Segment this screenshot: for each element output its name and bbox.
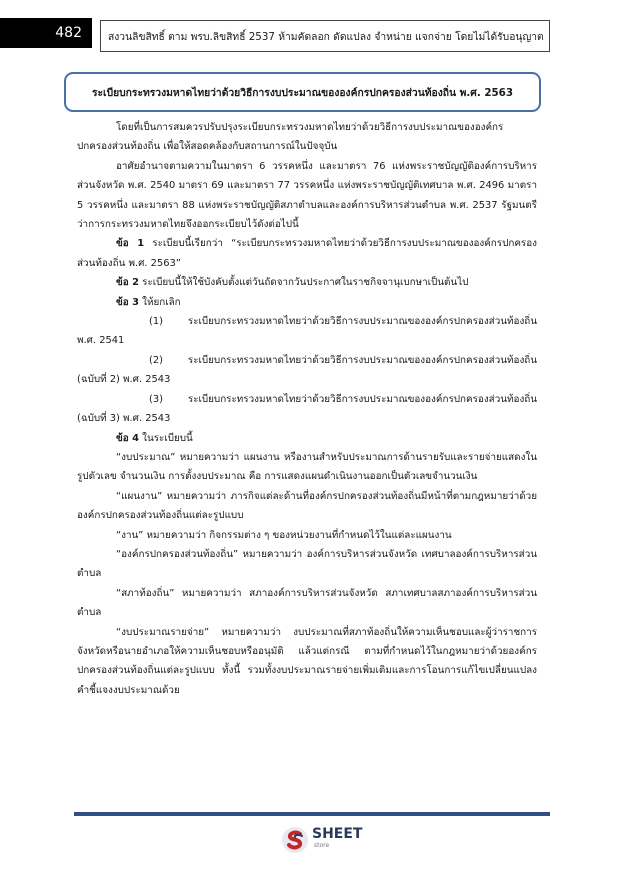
clause-3-item-3: (3) ระเบียบกระทรวงมหาดไทยว่าด้วยวิธีการงบประมาณขององค์กรปกครองส่วนท้องถิ่น (ฉบับที่ 3) พ.ศ. 2543 xyxy=(77,393,537,425)
document-title: ระเบียบกระทรวงมหาดไทยว่าด้วยวิธีการงบประมาณขององค์กรปกครองส่วนท้องถิ่น พ.ศ. 2563 xyxy=(64,72,541,112)
definition-expenditure-budget: “งบประมาณรายจ่าย” หมายความว่า งบประมาณที่สภาท้องถิ่นให้ความเห็นชอบและผู้ว่าราชการจังหวัดหรือนายอำเภอให้ความเห็นชอบหรืออนุมัติ แล้วแต่กรณี ตามที่กำหนดไว้ในกฎหมายว่าด้วยองค์กรปกครองส่วนท้องถิ่นแต่ละรูปแบบ ทั้งนี้ รวมทั้งงบประมาณรายจ่ายเพิ่มเติมและการโอนการแก้ไขเปลี่ยนแปลงคำชี้แจงงบประมาณด้วย xyxy=(77,626,537,696)
footer-bar xyxy=(74,812,550,816)
definition-work: “งาน” หมายความว่า กิจกรรมต่าง ๆ ของหน่วยงานที่กำหนดไว้ในแต่ละแผนงาน xyxy=(116,529,452,541)
copyright-header: สงวนลิขสิทธิ์ ตาม พรบ.ลิขสิทธิ์ 2537 ห้ามคัดลอก ดัดแปลง จำหน่าย แจกจ่าย โดยไม่ได้รับอนุญาต xyxy=(100,20,550,52)
definition-budget: “งบประมาณ” หมายความว่า แผนงาน หรืองานสำหรับประมาณการด้านรายรับและรายจ่ายแสดงในรูปตัวเลข จำนวนเงิน การตั้งงบประมาณ คือ การแสดงแผนดำเนินงานออกเป็นตัวเลขจำนวนเงิน xyxy=(77,451,537,483)
logo-subtext: store xyxy=(314,842,330,849)
clause-4-label: ข้อ 4 xyxy=(116,432,139,444)
clause-1-label: ข้อ 1 xyxy=(116,238,145,250)
preamble-paragraph: โดยที่เป็นการสมควรปรับปรุงระเบียบกระทรวงมหาดไทยว่าด้วยวิธีการงบประมาณขององค์กรปกครองส่วนท้องถิ่น เพื่อให้สอดคล้องกับสถานการณ์ในปัจจุบัน xyxy=(77,122,504,153)
clause-2-label: ข้อ 2 xyxy=(116,277,139,289)
document-body xyxy=(77,118,537,700)
page-number: 482 xyxy=(0,18,92,48)
clause-3-text: ให้ยกเลิก xyxy=(139,296,181,308)
clause-2-text: ระเบียบนี้ให้ใช้บังคับตั้งแต่วันถัดจากวันประกาศในราชกิจจานุเบกษาเป็นต้นไป xyxy=(139,277,469,289)
definition-local-org: “องค์กรปกครองส่วนท้องถิ่น” หมายความว่า องค์การบริหารส่วนจังหวัด เทศบาลองค์การบริหารส่วนตำบล xyxy=(77,548,537,580)
clause-3-label: ข้อ 3 xyxy=(116,296,139,308)
sheet-store-logo xyxy=(281,826,362,854)
clause-3-item-1: (1) ระเบียบกระทรวงมหาดไทยว่าด้วยวิธีการงบประมาณขององค์กรปกครองส่วนท้องถิ่น พ.ศ. 2541 xyxy=(77,316,537,347)
definition-local-council: “สภาท้องถิ่น” หมายความว่า สภาองค์การบริหารส่วนจังหวัด สภาเทศบาลสภาองค์การบริหารส่วนตำบล xyxy=(77,587,537,619)
clause-1 xyxy=(77,234,537,273)
clause-3-item-2: (2) ระเบียบกระทรวงมหาดไทยว่าด้วยวิธีการงบประมาณขององค์กรปกครองส่วนท้องถิ่น (ฉบับที่ 2) พ.ศ. 2543 xyxy=(77,354,537,386)
clause-2 xyxy=(77,273,537,292)
clause-4 xyxy=(77,429,537,448)
definition-plan: “แผนงาน” หมายความว่า ภารกิจแต่ละด้านที่องค์กรปกครองส่วนท้องถิ่นมีหน้าที่ตามกฎหมายว่าด้วยองค์กรปกครองส่วนท้องถิ่นแต่ละรูปแบบ xyxy=(77,490,537,522)
clause-4-text: ในระเบียบนี้ xyxy=(139,432,193,444)
logo-text: SHEET xyxy=(312,826,363,842)
logo-wordmark xyxy=(312,828,362,852)
clause-1-text: ระเบียบนี้เรียกว่า “ระเบียบกระทรวงมหาดไทยว่าด้วยวิธีการงบประมาณขององค์กรปกครองส่วนท้องถิ่น พ.ศ. 2563” xyxy=(77,238,537,269)
clause-3 xyxy=(77,293,537,312)
authority-paragraph: อาศัยอำนาจตามความในมาตรา 6 วรรคหนึ่ง และมาตรา 76 แห่งพระราชบัญญัติองค์การบริหารส่วนจังหวัด พ.ศ. 2540 มาตรา 69 และมาตรา 77 วรรคหนึ่ง แห่งพระราชบัญญัติเทศบาล พ.ศ. 2496 มาตรา 5 วรรคหนึ่ง และมาตรา 88 แห่งพระราชบัญญัติสภาตำบลและองค์การบริหารส่วนตำบล พ.ศ. 2537 รัฐมนตรีว่าการกระทรวงมหาดไทยจึงออกระเบียบไว้ดังต่อไปนี้ xyxy=(77,160,537,231)
sheet-logo-icon xyxy=(281,826,309,854)
